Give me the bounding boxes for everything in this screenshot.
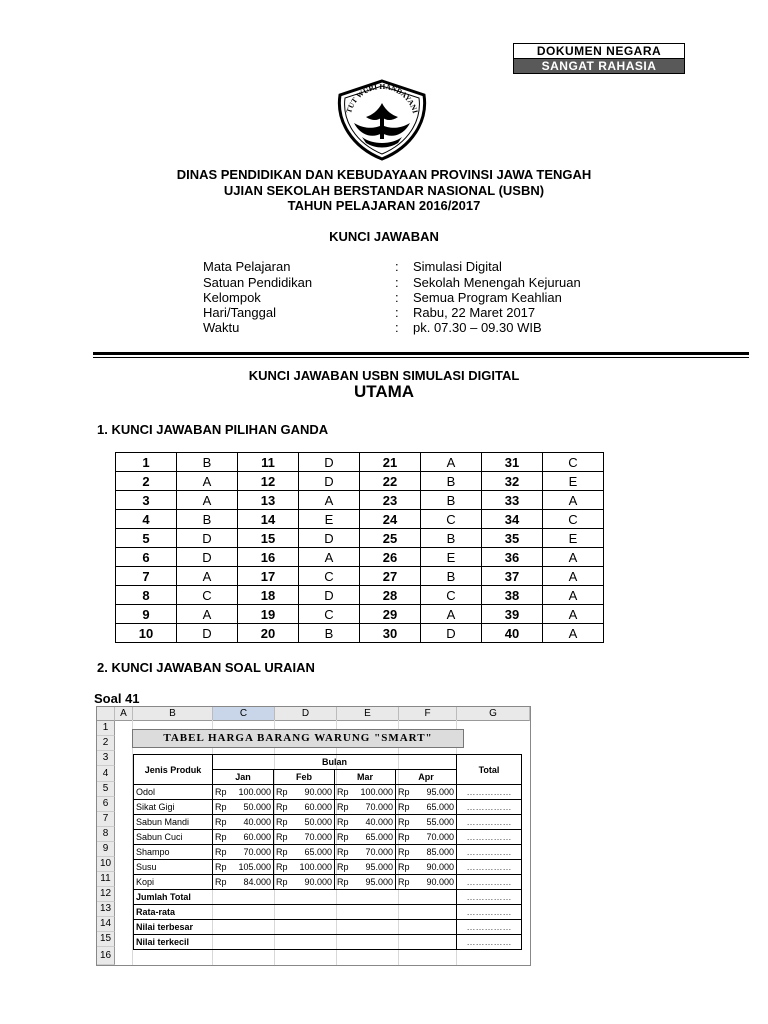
price-cell [213,875,274,890]
currency-label: Rp [337,802,349,812]
summary-label: Nilai terbesar [134,920,457,935]
product-row [134,830,522,845]
price-cell [274,830,335,845]
section-multiple-choice: 1. KUNCI JAWABAN PILIHAN GANDA [97,422,329,437]
month-header: Mar [335,770,396,785]
row-header: 9 [97,842,115,857]
price-value: 100.000 [299,862,332,872]
answer-letter: D [299,529,360,548]
row-header: 14 [97,917,115,932]
answer-letter: A [543,548,604,567]
price-cell [213,785,274,800]
answer-letter: B [421,529,482,548]
bulan-header: Bulan [213,755,457,770]
corner-cell [97,707,115,721]
currency-label: Rp [276,787,288,797]
currency-label: Rp [337,862,349,872]
month-header: Feb [274,770,335,785]
month-header: Jan [213,770,274,785]
price-cell [335,785,396,800]
question-number: 8 [116,586,177,605]
price-value: 84.000 [243,877,271,887]
answer-letter: D [299,472,360,491]
answer-letter: C [299,567,360,586]
price-cell [335,800,396,815]
answer-letter: E [421,548,482,567]
price-value: 65.000 [304,847,332,857]
row-header: 12 [97,887,115,902]
question-number: 27 [360,567,421,586]
spreadsheet-screenshot [96,706,531,966]
answer-letter: A [543,491,604,510]
currency-label: Rp [215,787,227,797]
price-value: 40.000 [243,817,271,827]
question-number: 16 [238,548,299,567]
question-number: 1 [116,453,177,472]
column-header: A [115,707,133,721]
question-number: 31 [482,453,543,472]
row-header: 4 [97,766,115,782]
total-cell: …………… [457,785,522,800]
stamp-line-2: SANGAT RAHASIA [514,58,684,73]
currency-label: Rp [215,802,227,812]
info-value: pk. 07.30 – 09.30 WIB [413,320,542,335]
row-header: 5 [97,782,115,797]
price-value: 70.000 [365,847,393,857]
question-number: 25 [360,529,421,548]
answer-letter: C [543,510,604,529]
price-value: 95.000 [365,877,393,887]
currency-label: Rp [337,817,349,827]
price-cell [213,800,274,815]
answer-letter: D [177,548,238,567]
summary-label: Rata-rata [134,905,457,920]
price-value: 100.000 [238,787,271,797]
price-value: 55.000 [426,817,454,827]
question-number: 13 [238,491,299,510]
section-essay: 2. KUNCI JAWABAN SOAL URAIAN [97,660,315,675]
currency-label: Rp [398,832,410,842]
answer-letter: D [299,586,360,605]
price-cell [274,860,335,875]
answer-letter: A [177,567,238,586]
stamp-line-1: DOKUMEN NEGARA [536,44,662,58]
price-cell [396,860,457,875]
product-name: Susu [134,860,213,875]
info-label: Mata Pelajaran [203,259,291,274]
currency-label: Rp [398,817,410,827]
info-value: Rabu, 22 Maret 2017 [413,305,536,320]
info-label: Hari/Tanggal [203,305,276,320]
price-value: 95.000 [426,787,454,797]
summary-row [134,920,522,935]
price-value: 105.000 [238,862,271,872]
question-number: 28 [360,586,421,605]
currency-label: Rp [398,802,410,812]
currency-label: Rp [337,832,349,842]
spreadsheet-title: TABEL HARGA BARANG WARUNG "SMART" [132,729,464,748]
column-header: D [275,707,337,721]
question-number: 6 [116,548,177,567]
answer-letter: B [299,624,360,643]
price-cell [274,815,335,830]
price-cell [213,830,274,845]
price-value: 50.000 [243,802,271,812]
question-number: 38 [482,586,543,605]
price-value: 70.000 [426,832,454,842]
row-header: 6 [97,797,115,812]
info-colon: : [395,275,399,290]
answer-letter: B [421,491,482,510]
answer-row [116,567,604,586]
question-number: 24 [360,510,421,529]
currency-label: Rp [215,817,227,827]
row-header: 2 [97,736,115,751]
question-number: 26 [360,548,421,567]
summary-row [134,905,522,920]
summary-label: Nilai terkecil [134,935,457,950]
answer-letter: D [421,624,482,643]
currency-label: Rp [398,862,410,872]
product-name: Kopi [134,875,213,890]
answer-letter: A [543,605,604,624]
answer-letter: D [299,453,360,472]
info-colon: : [395,305,399,320]
month-header: Apr [396,770,457,785]
answer-letter: A [299,548,360,567]
price-cell [396,875,457,890]
answer-row [116,586,604,605]
row-header: 13 [97,902,115,917]
info-value: Semua Program Keahlian [413,290,562,305]
currency-label: Rp [215,832,227,842]
question-label: Soal 41 [94,691,140,706]
summary-value: …………… [457,905,522,920]
row-header: 11 [97,872,115,887]
price-value: 50.000 [304,817,332,827]
price-cell [335,845,396,860]
product-name: Shampo [134,845,213,860]
row-header: 15 [97,932,115,947]
document-classification-stamp [513,43,685,74]
question-number: 23 [360,491,421,510]
currency-label: Rp [398,877,410,887]
question-number: 17 [238,567,299,586]
answer-letter: C [299,605,360,624]
answer-letter: B [421,567,482,586]
currency-label: Rp [398,847,410,857]
price-cell [274,800,335,815]
summary-value: …………… [457,920,522,935]
currency-label: Rp [276,832,288,842]
question-number: 2 [116,472,177,491]
info-label: Kelompok [203,290,261,305]
column-header: E [337,707,399,721]
answer-letter: E [299,510,360,529]
info-value: Simulasi Digital [413,259,502,274]
price-value: 95.000 [365,862,393,872]
question-number: 5 [116,529,177,548]
main-title: KUNCI JAWABAN USBN SIMULASI DIGITAL [248,368,520,383]
answer-row [116,529,604,548]
price-value: 100.000 [360,787,393,797]
info-label: Waktu [203,320,240,335]
price-value: 90.000 [426,877,454,887]
total-cell: …………… [457,830,522,845]
answer-letter: A [299,491,360,510]
total-header: Total [457,755,522,785]
price-cell [335,875,396,890]
currency-label: Rp [215,847,227,857]
price-table [133,754,522,950]
question-number: 32 [482,472,543,491]
question-number: 39 [482,605,543,624]
price-cell [274,785,335,800]
summary-value: …………… [457,890,522,905]
answer-letter: D [177,624,238,643]
price-cell [396,800,457,815]
question-number: 35 [482,529,543,548]
tut-wuri-handayani-logo [332,77,432,161]
answer-row [116,491,604,510]
total-cell: …………… [457,875,522,890]
question-number: 7 [116,567,177,586]
answer-letter: C [177,586,238,605]
currency-label: Rp [337,847,349,857]
answer-letter: A [421,453,482,472]
total-cell: …………… [457,845,522,860]
document-title: KUNCI JAWABAN [329,229,439,244]
total-cell: …………… [457,815,522,830]
product-row [134,785,522,800]
product-name: Odol [134,785,213,800]
price-value: 60.000 [243,832,271,842]
question-number: 30 [360,624,421,643]
info-colon: : [395,290,399,305]
price-cell [396,845,457,860]
product-name: Sabun Mandi [134,815,213,830]
info-colon: : [395,320,399,335]
jenis-produk-header: Jenis Produk [134,755,213,785]
currency-label: Rp [337,787,349,797]
currency-label: Rp [276,862,288,872]
price-cell [396,815,457,830]
header-row [134,755,522,770]
price-value: 65.000 [365,832,393,842]
answer-letter: A [177,605,238,624]
answer-letter: A [177,472,238,491]
product-row [134,815,522,830]
price-cell [396,830,457,845]
price-value: 70.000 [365,802,393,812]
answer-letter: D [177,529,238,548]
question-number: 29 [360,605,421,624]
price-cell [213,815,274,830]
total-cell: …………… [457,860,522,875]
header-year: TAHUN PELAJARAN 2016/2017 [287,198,481,213]
question-number: 4 [116,510,177,529]
answer-row [116,624,604,643]
column-header: B [133,707,213,721]
question-number: 15 [238,529,299,548]
row-header: 10 [97,857,115,872]
question-number: 20 [238,624,299,643]
answer-row [116,472,604,491]
summary-label: Jumlah Total [134,890,457,905]
price-value: 90.000 [426,862,454,872]
question-number: 11 [238,453,299,472]
price-value: 85.000 [426,847,454,857]
price-value: 65.000 [426,802,454,812]
subtitle: UTAMA [353,382,415,401]
answer-key-table [115,452,604,643]
answer-row [116,548,604,567]
answer-letter: A [543,567,604,586]
answer-letter: B [177,510,238,529]
price-value: 90.000 [304,877,332,887]
answer-letter: E [543,529,604,548]
answer-letter: E [543,472,604,491]
currency-label: Rp [276,877,288,887]
answer-letter: B [421,472,482,491]
currency-label: Rp [276,847,288,857]
summary-row [134,890,522,905]
question-number: 14 [238,510,299,529]
column-header: F [399,707,457,721]
question-number: 21 [360,453,421,472]
price-value: 60.000 [304,802,332,812]
info-colon: : [395,259,399,274]
product-row [134,845,522,860]
question-number: 36 [482,548,543,567]
price-cell [396,785,457,800]
row-header: 7 [97,812,115,827]
product-name: Sikat Gigi [134,800,213,815]
row-header: 16 [97,947,115,965]
currency-label: Rp [215,877,227,887]
answer-letter: A [421,605,482,624]
answer-letter: A [543,624,604,643]
question-number: 3 [116,491,177,510]
question-number: 33 [482,491,543,510]
price-cell [335,860,396,875]
currency-label: Rp [337,877,349,887]
price-value: 90.000 [304,787,332,797]
price-cell [274,875,335,890]
product-row [134,875,522,890]
currency-label: Rp [276,817,288,827]
question-number: 9 [116,605,177,624]
answer-letter: C [543,453,604,472]
summary-value: …………… [457,935,522,950]
answer-letter: C [421,510,482,529]
question-number: 34 [482,510,543,529]
answer-letter: B [177,453,238,472]
row-header: 1 [97,721,115,736]
price-cell [335,830,396,845]
header-agency: DINAS PENDIDIKAN DAN KEBUDAYAAN PROVINSI JAWA TENGAH [176,167,592,182]
currency-label: Rp [398,787,410,797]
header-exam: UJIAN SEKOLAH BERSTANDAR NASIONAL (USBN) [223,183,545,198]
info-label: Satuan Pendidikan [203,275,313,290]
logo-motto: TUT WURI HANDAYANI [344,81,420,115]
price-value: 70.000 [243,847,271,857]
answer-letter: A [543,586,604,605]
price-value: 70.000 [304,832,332,842]
answer-row [116,453,604,472]
row-header: 3 [97,751,115,766]
question-number: 12 [238,472,299,491]
price-cell [213,845,274,860]
price-value: 40.000 [365,817,393,827]
row-header: 8 [97,827,115,842]
price-cell [335,815,396,830]
question-number: 37 [482,567,543,586]
question-number: 10 [116,624,177,643]
question-number: 18 [238,586,299,605]
answer-row [116,605,604,624]
total-cell: …………… [457,800,522,815]
question-number: 40 [482,624,543,643]
column-header: G [457,707,530,721]
summary-row [134,935,522,950]
question-number: 19 [238,605,299,624]
column-header: C [213,707,275,721]
answer-letter: A [177,491,238,510]
answer-letter: C [421,586,482,605]
info-value: Sekolah Menengah Kejuruan [413,275,581,290]
header-divider-thin [93,357,749,358]
answer-row [116,510,604,529]
currency-label: Rp [276,802,288,812]
price-cell [274,845,335,860]
currency-label: Rp [215,862,227,872]
product-row [134,860,522,875]
price-cell [213,860,274,875]
header-divider-thick [93,352,749,355]
product-name: Sabun Cuci [134,830,213,845]
product-row [134,800,522,815]
question-number: 22 [360,472,421,491]
